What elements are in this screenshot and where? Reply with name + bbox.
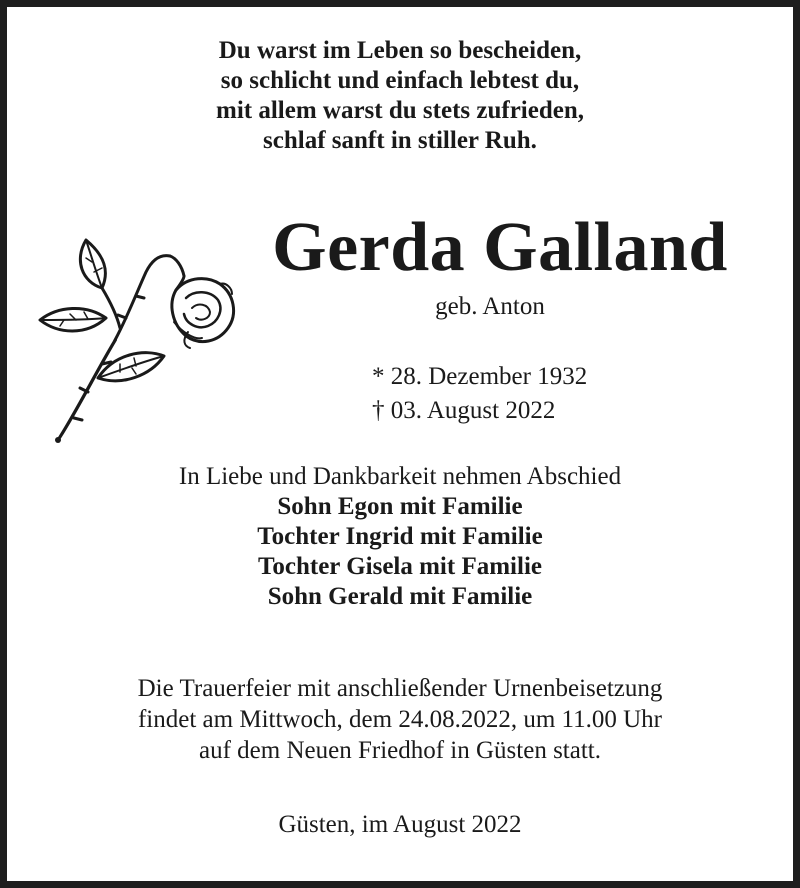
service-line-3: auf dem Neuen Friedhof in Güsten statt. — [199, 737, 601, 764]
family-line: Tochter Gisela mit Familie — [258, 553, 542, 580]
maiden-name: geb. Anton — [435, 293, 545, 320]
family-line: Tochter Ingrid mit Familie — [257, 523, 543, 550]
deceased-name: Gerda Galland — [272, 209, 728, 286]
poem-line-1: Du warst im Leben so bescheiden, — [218, 37, 582, 64]
service-line-2: findet am Mittwoch, dem 24.08.2022, um 11.00 Uhr — [137, 706, 662, 733]
poem-line-2: so schlicht und einfach lebtest du, — [220, 67, 580, 94]
poem — [0, 36, 800, 156]
death-date: † 03. August 2022 — [372, 397, 556, 424]
birth-date: * 28. Dezember 1932 — [372, 363, 588, 390]
service-line-1: Die Trauerfeier mit anschließender Urnenbeisetzung — [137, 675, 663, 702]
rose-icon — [36, 232, 240, 448]
family-line: Sohn Egon mit Familie — [277, 493, 523, 520]
funeral-service-info — [0, 673, 800, 766]
family-line: Sohn Gerald mit Familie — [267, 583, 533, 610]
mourners-block — [0, 462, 800, 612]
poem-line-4: schlaf sanft in stiller Ruh. — [263, 127, 537, 154]
poem-line-3: mit allem warst du stets zufrieden, — [216, 97, 584, 124]
mourners-intro: In Liebe und Dankbarkeit nehmen Abschied — [178, 463, 622, 490]
place-and-date: Güsten, im August 2022 — [278, 811, 522, 838]
life-dates — [372, 360, 587, 428]
